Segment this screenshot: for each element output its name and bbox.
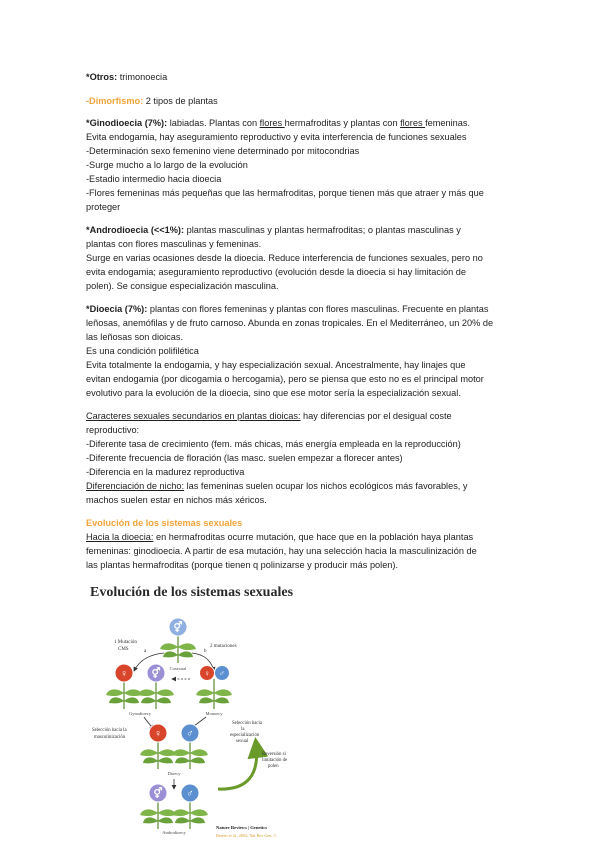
caracteres-text: hay diferencias por el desigual coste xyxy=(300,411,452,421)
svg-text:⚥: ⚥ xyxy=(151,668,161,680)
ginodioecia-line-2: Evita endogamia, hay aseguramiento reproductivo y evita interferencia de funciones sexuales xyxy=(86,132,467,142)
caracteres-line-4: -Diferente frecuencia de floración (las masc. suelen empezar a florecer antes) xyxy=(86,453,403,463)
svg-text:♀: ♀ xyxy=(204,669,210,678)
svg-text:♂: ♂ xyxy=(219,669,225,678)
label-mut1a: 1 Mutación xyxy=(114,640,137,645)
nicho-label: Diferenciación de nicho: xyxy=(86,481,185,491)
dioecia-line-3: las leñosas son dioicas. xyxy=(86,332,184,342)
evolucion-label: Hacia la dioecia: xyxy=(86,532,154,542)
label-mut2: 2 mutaciones xyxy=(210,644,237,649)
dioecia-line-4: Es una condición polifilética xyxy=(86,346,199,356)
label-mut1b: CMS xyxy=(118,647,129,652)
label-sel-esp-1: Selección hacia xyxy=(232,721,262,726)
svg-text:♀: ♀ xyxy=(120,668,128,680)
evolucion-line-3: las plantas hermafroditas (porque tienen q polinizarse y producir más polen). xyxy=(86,560,399,570)
ginodioecia-line-1 xyxy=(86,117,470,130)
label-sel-esp-4: sexual xyxy=(236,739,249,744)
ginodioecia-line-7: proteger xyxy=(86,202,121,212)
label-gynodioecy: Gynodioecy xyxy=(129,711,151,716)
dioecia-line-5: Evita totalmente la endogamia, y hay especialización sexual. Ancestralmente, hay linajes que xyxy=(86,360,466,370)
dioecia-text: plantas con flores femeninas y plantas con flores masculinas. Frecuente en plantas xyxy=(147,304,489,314)
ginodioecia-line-3: -Determinación sexo femenino viene determinado por mitocondrias xyxy=(86,146,360,156)
figure-title: Evolución de los sistemas sexuales xyxy=(90,585,294,600)
flores-underlined-1: flores xyxy=(259,118,285,128)
androdioecia-line-2: plantas con flores masculinas y femeninas. xyxy=(86,239,262,249)
svg-text:⚥: ⚥ xyxy=(153,788,163,800)
dioecy-male-plant xyxy=(172,724,208,769)
label-sel-masc-2: masculinización xyxy=(94,735,126,740)
label-sel-esp-2: la xyxy=(241,727,245,732)
ginodioecia-line-5: -Estadio intermedio hacia dioecia xyxy=(86,174,222,184)
dimorfismo-line xyxy=(86,95,218,108)
label-b: b xyxy=(204,649,207,654)
otros-label: *Otros: xyxy=(86,72,118,82)
svg-text:♂: ♂ xyxy=(186,788,194,800)
caracteres-line-2: reproductivo: xyxy=(86,425,140,435)
androdioecia-line-3: Surge en varias ocasiones desde la dioecia. Reduce interferencia de funciones sexuales, pero no xyxy=(86,253,483,263)
svg-text:⚥: ⚥ xyxy=(173,622,183,634)
androdioecia-line-5: polen). Se consigue especialización masculina. xyxy=(86,281,279,291)
andro-male-plant xyxy=(172,784,208,829)
ginodioecia-text-c: femeninas. xyxy=(425,118,471,128)
reversion-arrow xyxy=(218,743,257,789)
gyno-herm-plant xyxy=(138,664,174,709)
evolution-diagram xyxy=(86,583,302,841)
dioecia-line-7: evolutivo para la evolución de la dioecia, sino que ese motor sería la especialización sexual. xyxy=(86,388,461,398)
label-a: a xyxy=(144,649,147,654)
ginodioecia-text-b: hermafroditas y plantas con xyxy=(284,118,401,128)
dimorfismo-label: -Dimorfismo: xyxy=(86,96,144,106)
evolucion-text: en hermafroditas ocurre mutación, que hace que en la población haya plantas xyxy=(153,532,474,542)
caracteres-line-1 xyxy=(86,410,452,423)
svg-text:♀: ♀ xyxy=(154,728,162,740)
otros-text: trimonoecia xyxy=(117,72,168,82)
ginodioecia-line-6: -Flores femeninas más pequeñas que las hermafroditas, porque tienen más que atraer y más que xyxy=(86,188,484,198)
dioecia-line-1 xyxy=(86,303,488,316)
androdioecia-line-4: evita endogamia; aseguramiento reproductivo (evolución desde la dioecia si hay limitación de xyxy=(86,267,466,277)
nicho-line-2: machos suelen estar en nichos más xéricos. xyxy=(86,495,267,505)
label-rev-2: limitación de xyxy=(262,758,288,763)
nicho-text: las femeninas suelen ocupar los nichos ecológicos más favorables, y xyxy=(184,481,468,491)
evolucion-heading: Evolución de los sistemas sexuales xyxy=(86,518,243,528)
dimorfismo-text: 2 tipos de plantas xyxy=(143,96,218,106)
dioecy-female-plant xyxy=(140,724,176,769)
label-journal: Nature Reviews | Genetics xyxy=(216,825,268,830)
label-dioecy: Dioecy xyxy=(167,771,181,776)
cosexual-plant xyxy=(160,618,196,663)
dioecia-line-2: leñosas, anemófilas y de fruto carnoso. Abunda en zonas tropicales. En el Mediterráneo, un 20% de xyxy=(86,318,494,328)
dioecia-line-6: evitan endogamia (por dicogamia o hercogamia), pero se piensa que esto no es el principal motor xyxy=(86,374,484,384)
dioecia-label: *Dioecia (7%): xyxy=(86,304,148,314)
label-sel-esp-3: especialización xyxy=(230,733,260,738)
andro-herm-plant xyxy=(140,784,176,829)
label-cosexual: Cosexual xyxy=(169,666,187,671)
svg-text:♂: ♂ xyxy=(186,728,194,740)
label-androdioecy: Androdioecy xyxy=(162,830,186,835)
ginodioecia-line-4: -Surge mucho a lo largo de la evolución xyxy=(86,160,248,170)
evolution-figure xyxy=(86,583,302,841)
ginodioecia-text-a: labiadas. Plantas con xyxy=(167,118,260,128)
androdioecia-line-1 xyxy=(86,224,461,237)
label-sel-masc-1: Selección hacia la xyxy=(92,728,127,733)
caracteres-line-3: -Diferente tasa de crecimiento (fem. más chicas, más energía empleada en la reproducción) xyxy=(86,439,461,449)
label-rev-1: Reversión si xyxy=(262,752,286,757)
label-monoecy: Monoecy xyxy=(205,711,223,716)
otros-line xyxy=(86,71,167,84)
caracteres-label: Caracteres sexuales secundarios en plantas dioicas: xyxy=(86,411,301,421)
evolucion-line-1 xyxy=(86,531,473,544)
monoecy-plant xyxy=(196,666,232,710)
label-citation: Barrett et al., 2002; Nat Rev Gen, 3 xyxy=(216,833,276,838)
nicho-line-1 xyxy=(86,480,468,493)
androdioecia-text: plantas masculinas y plantas hermafroditas; o plantas masculinas y xyxy=(184,225,461,235)
androdioecia-label: *Androdioecia (<<1%): xyxy=(86,225,185,235)
evolucion-line-2: femeninas: ginodioecia. A partir de esa mutación, hay una selección hacia la masculinización de xyxy=(86,546,477,556)
gyno-female-plant xyxy=(106,664,142,709)
label-rev-3: polen xyxy=(268,764,279,769)
flores-underlined-2: flores xyxy=(400,118,426,128)
caracteres-line-5: -Diferencia en la madurez reproductiva xyxy=(86,467,245,477)
ginodioecia-label: *Ginodioecia (7%): xyxy=(86,118,168,128)
